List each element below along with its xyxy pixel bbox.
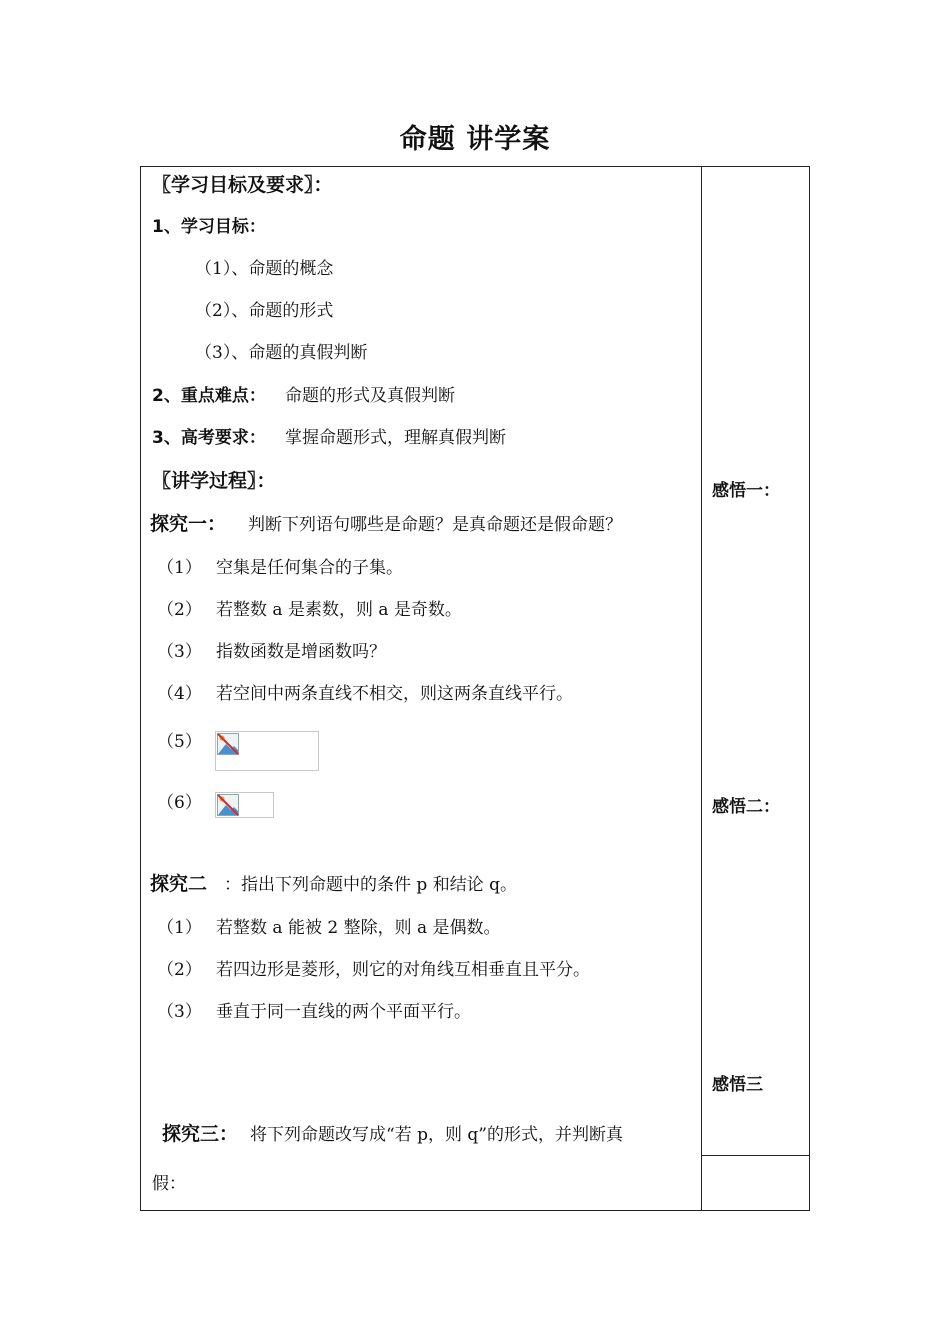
explore1-item-num: （1） [157, 558, 202, 578]
explore1-item-text: 若整数 a 是素数，则 a 是奇数。 [216, 600, 462, 620]
explore3-prompt: 将下列命题改写成“若 p，则 q”的形式，并判断真 [250, 1125, 623, 1145]
goal-item: （2）、命题的形式 [195, 301, 334, 321]
side-note-3: 感悟三 [712, 1075, 763, 1095]
exam-label: 3、高考要求： [152, 428, 266, 448]
explore3-prompt-cont: 假： [152, 1174, 186, 1194]
objectives-heading: 〖学习目标及要求〗： [152, 174, 333, 196]
explore1-item-num: （3） [157, 642, 202, 662]
side-row-divider [701, 1155, 810, 1156]
side-note-1: 感悟一： [712, 481, 780, 501]
explore2-item-text: 垂直于同一直线的两个平面平行。 [216, 1002, 471, 1022]
explore1-item-text: 若空间中两条直线不相交，则这两条直线平行。 [216, 684, 573, 704]
column-divider [701, 166, 702, 1211]
goal-label: 1、学习目标： [152, 217, 266, 237]
side-note-2: 感悟二： [712, 797, 780, 817]
explore2-item-text: 若整数 a 能被 2 整除，则 a 是偶数。 [216, 918, 501, 938]
explore1-item-text: 空集是任何集合的子集。 [216, 558, 403, 578]
key-label: 2、重点难点： [152, 386, 266, 406]
explore2-item-num: （2） [157, 960, 202, 980]
explore3-label: 探究三： [162, 1123, 239, 1145]
explore1-item-text: 指数函数是增函数吗？ [216, 642, 386, 662]
explore2-prompt: ：指出下列命题中的条件 p 和结论 q。 [224, 875, 517, 895]
explore1-prompt: 判断下列语句哪些是命题？是真命题还是假命题？ [248, 515, 622, 535]
explore2-label: 探究二 [150, 873, 208, 895]
explore1-item-num: （2） [157, 600, 202, 620]
explore2-item-num: （3） [157, 1002, 202, 1022]
explore1-item-num: （4） [157, 684, 202, 704]
explore1-item-num: （6） [157, 793, 202, 813]
goal-item: （1）、命题的概念 [195, 259, 334, 279]
explore2-item-num: （1） [157, 918, 202, 938]
broken-image-icon [217, 733, 239, 755]
explore1-label: 探究一： [150, 513, 227, 535]
explore1-item-num: （5） [157, 732, 202, 752]
formula-image [215, 792, 274, 818]
page-title: 命题 讲学案 [399, 124, 551, 155]
key-text: 命题的形式及真假判断 [285, 386, 455, 406]
broken-image-icon [217, 794, 239, 816]
explore2-item-text: 若四边形是菱形，则它的对角线互相垂直且平分。 [216, 960, 590, 980]
process-heading: 〖讲学过程〗： [152, 470, 276, 492]
exam-text: 掌握命题形式，理解真假判断 [285, 428, 506, 448]
formula-image [215, 731, 319, 771]
goal-item: （3）、命题的真假判断 [195, 343, 368, 363]
